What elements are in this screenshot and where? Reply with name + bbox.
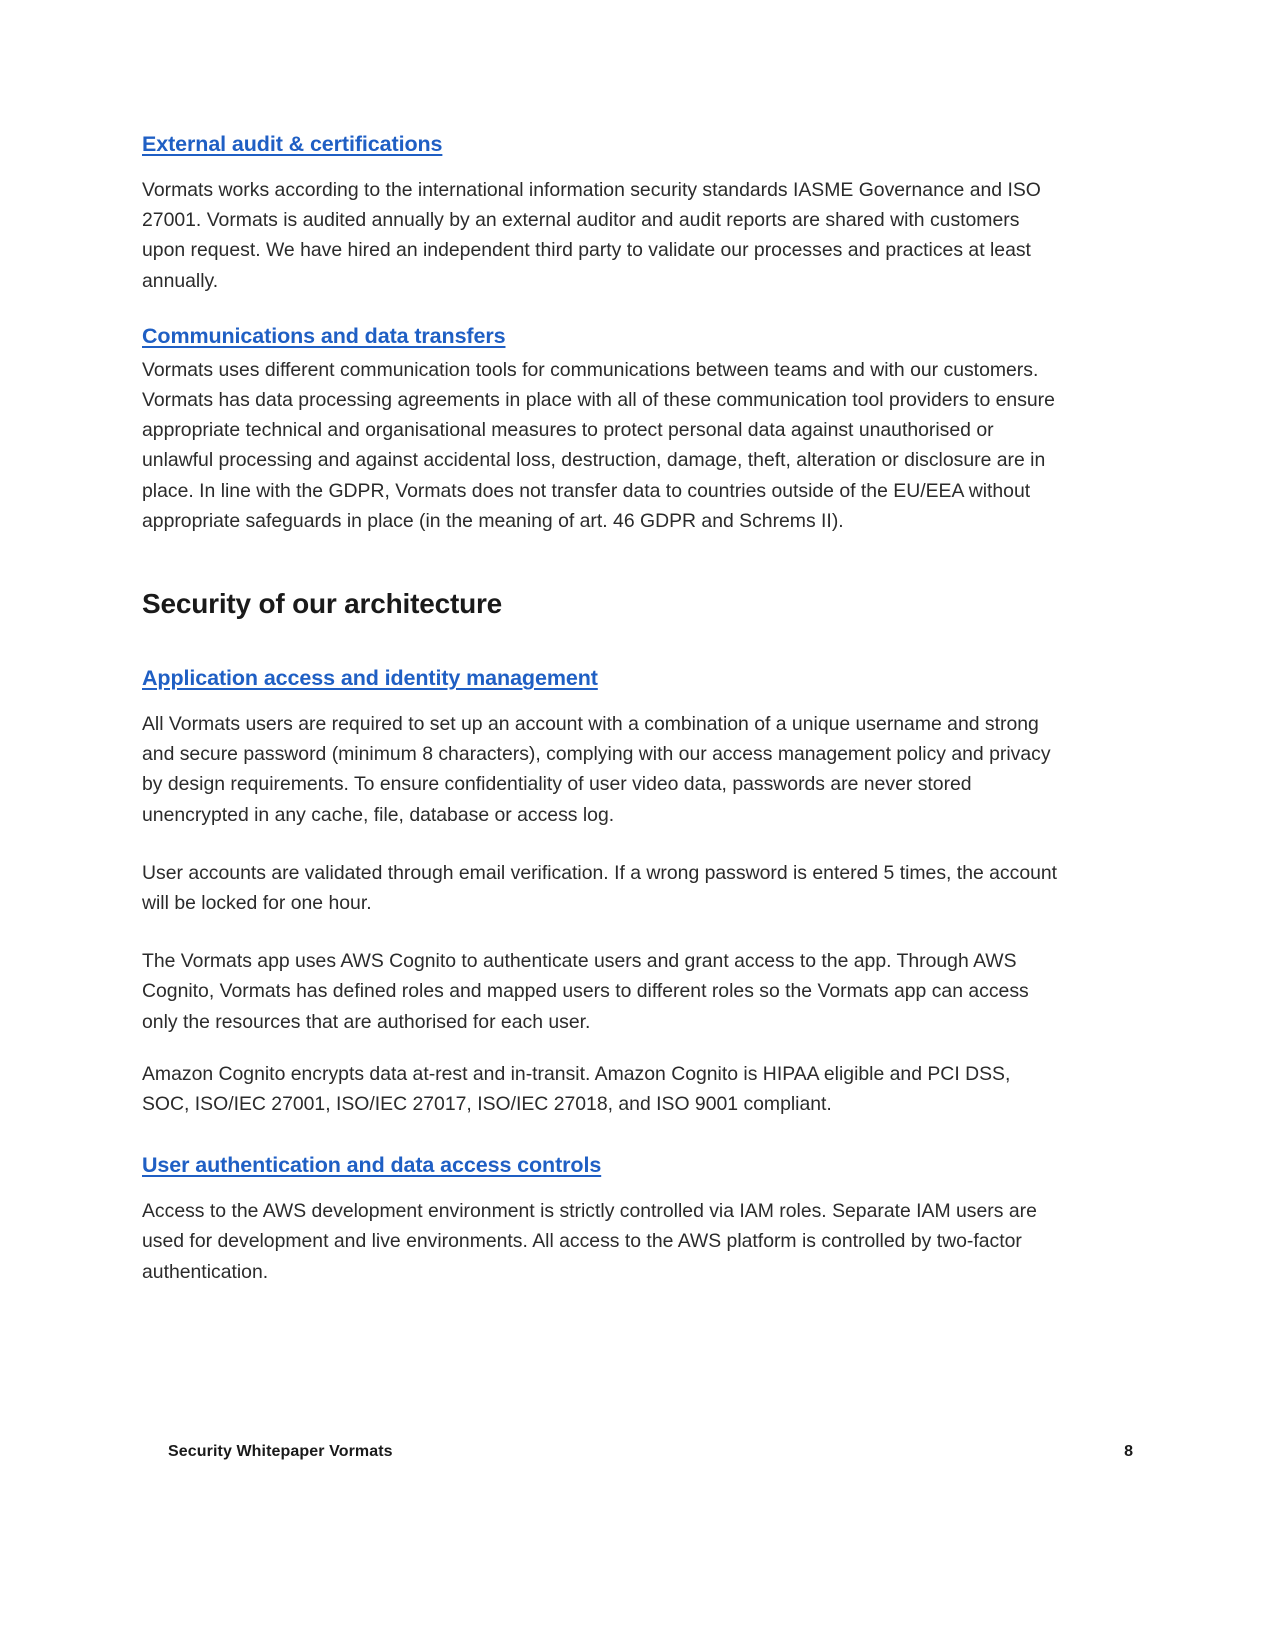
paragraph-application-access-3: The Vormats app uses AWS Cognito to authenticate users and grant access to the app. Through AWS Cognito, Vormats has defined roles and mapped users to different roles so the Vormats app can access only the resources that are authorised for each user. bbox=[142, 950, 1029, 1033]
paragraph-communications: Vormats uses different communication tools for communications between teams and with our customers. Vormats has data processing agreements in place with all of these communication tool providers to ensure appropriate technical and organisational measures to protect personal data against unauthorised or unlawful processing and against accidental loss, destruction, damage, theft, alteration or disclosure are in place. In line with the GDPR, Vormats does not transfer data to countries outside of the EU/EEA without appropriate safeguards in place (in the meaning of art. 46 GDPR and Schrems II). bbox=[142, 358, 1055, 532]
spacer bbox=[142, 830, 1062, 858]
spacer bbox=[142, 691, 1062, 709]
spacer bbox=[142, 1178, 1062, 1196]
paragraph-user-authentication: Access to the AWS development environment is strictly controlled via IAM roles. Separate IAM users are used for development and live environments. All access to the AWS platform is controlled by two-factor authentication. bbox=[142, 1200, 1037, 1283]
footer-page-number: 8 bbox=[1124, 1443, 1133, 1460]
paragraph-external-audit: Vormats works according to the international information security standards IASME Governance and ISO 27001. Vormats is audited annually by an external auditor and audit reports are shared with customers upon request. We have hired an independent third party to validate our processes and practices at least annually. bbox=[142, 179, 1041, 292]
spacer bbox=[142, 1119, 1062, 1153]
paragraph-application-access-1: All Vormats users are required to set up an account with a combination of a unique username and strong and secure password (minimum 8 characters), complying with our access management policy and privacy by design requirements. To ensure confidentiality of user video data, passwords are never stored unencrypted in any cache, file, database or access log. bbox=[142, 713, 1051, 826]
page-footer bbox=[168, 1443, 1133, 1461]
spacer bbox=[142, 1037, 1062, 1059]
heading-communications-data-transfers[interactable]: Communications and data transfers bbox=[142, 323, 506, 348]
page-content bbox=[142, 132, 1062, 1287]
heading-user-authentication-data-access-controls[interactable]: User authentication and data access controls bbox=[142, 1153, 602, 1178]
heading-security-of-our-architecture: Security of our architecture bbox=[142, 588, 503, 620]
spacer bbox=[142, 157, 1062, 175]
footer-document-title: Security Whitepaper Vormats bbox=[168, 1443, 393, 1460]
spacer bbox=[142, 620, 1062, 666]
paragraph-application-access-2: User accounts are validated through email verification. If a wrong password is entered 5 times, the account will be locked for one hour. bbox=[142, 861, 1058, 915]
heading-application-access-identity-management[interactable]: Application access and identity management bbox=[142, 666, 598, 691]
paragraph-application-access-4: Amazon Cognito encrypts data at-rest and in-transit. Amazon Cognito is HIPAA eligible and PCI DSS, SOC, ISO/IEC 27001, ISO/IEC 27017, ISO/IEC 27018, and ISO 9001 compliant. bbox=[142, 1062, 1011, 1116]
spacer bbox=[142, 918, 1062, 946]
spacer bbox=[142, 536, 1062, 588]
spacer bbox=[142, 296, 1062, 324]
heading-external-audit-certifications[interactable]: External audit & certifications bbox=[142, 132, 443, 156]
